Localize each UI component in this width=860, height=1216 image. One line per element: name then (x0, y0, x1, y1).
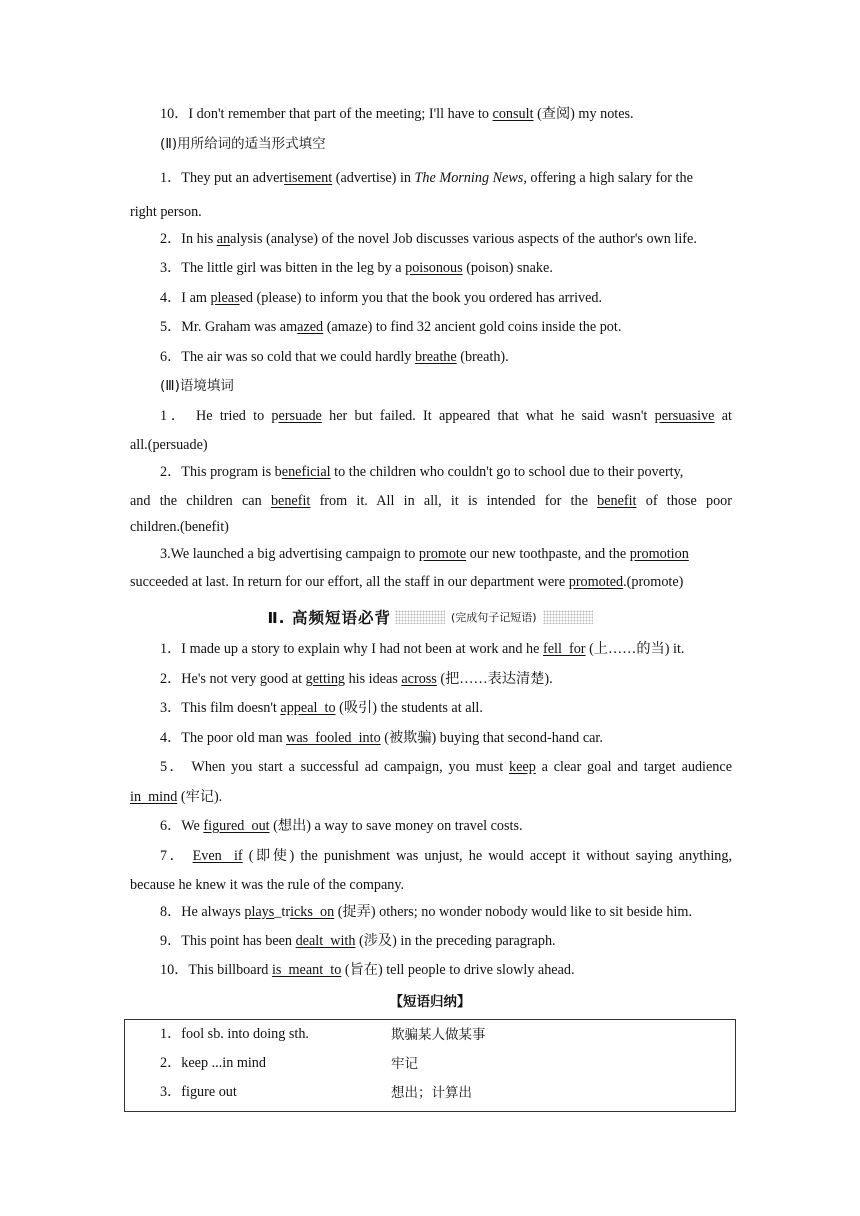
item-number: 9． (160, 933, 182, 949)
item-text: at (714, 408, 732, 424)
summary-row (125, 1052, 735, 1072)
phrase-meaning: 想出；计算出 (391, 1085, 472, 1101)
item-text: offering a high salary for the (526, 170, 693, 186)
item-number: 1． (160, 408, 189, 424)
phrase-item-9 (160, 931, 732, 951)
form-item-1-cont: right person. (130, 204, 202, 220)
item-text: He tried to p (196, 408, 279, 424)
answer: breathe (414, 349, 457, 365)
item-number: 6． (160, 349, 182, 365)
item-text: In his (181, 231, 217, 247)
phrase-item-6 (160, 816, 732, 836)
phrase-item-2 (160, 669, 732, 689)
dotted-rule (543, 610, 593, 624)
answer: in mind (130, 789, 178, 805)
item-text: (被欺骗) buying that second-hand car. (380, 730, 603, 746)
answer: icks on (290, 904, 335, 920)
item-text: This point has been (181, 933, 296, 949)
item-text: (amaze) to find 32 ancient gold coins inside the pot. (323, 319, 622, 335)
form-item-3 (160, 258, 732, 278)
item-text: a clear goal and target audience (535, 759, 732, 775)
answer: promote (418, 546, 467, 562)
item-text: (查阅) my notes. (533, 106, 634, 122)
item-text: (上……的当) it. (585, 641, 685, 657)
item-text: This film doesn't (181, 700, 281, 716)
answer: is meant to (271, 962, 342, 978)
answer: tisement (284, 170, 333, 186)
context-item-2-cont: children.(benefit) (130, 519, 229, 535)
item-text: (捉弄) others; no wonder nobody would like to sit beside him. (334, 904, 693, 920)
answer: was fooled into (286, 730, 381, 746)
item-number: 1． (160, 641, 182, 657)
context-item-2 (160, 462, 732, 482)
form-item-4 (160, 288, 732, 308)
heading-subtitle: (完成句子记短语) (450, 611, 537, 624)
answer: across (401, 671, 437, 687)
form-item-5 (160, 317, 732, 337)
item-text: our new toothpaste, and the (466, 546, 630, 562)
item-number: 5． (160, 319, 182, 335)
answer: poisonous (405, 260, 463, 276)
form-item-2 (160, 229, 732, 249)
item-text: (poison) snake. (462, 260, 553, 276)
answer: benefit (597, 493, 637, 509)
heading-title: Ⅱ. 高频短语必背 (267, 609, 391, 627)
item-number: 3. (160, 546, 171, 562)
item-number: 1． (160, 170, 182, 186)
item-text: .(promote) (623, 574, 684, 590)
answer: Even if (192, 848, 243, 864)
answer: getting (305, 671, 346, 687)
answer: keep (509, 759, 536, 775)
phrase-item-3 (160, 698, 732, 718)
answer: figured out (203, 818, 270, 834)
item-number: 2． (160, 231, 182, 247)
answer: persuasive (654, 408, 715, 424)
item-text: succeeded at last. In return for our effort, all the staff in our department were (130, 574, 569, 590)
item-text: (想出) a way to save money on travel costs. (269, 818, 523, 834)
item-text: her but failed. It appeared that what he said wasn't (321, 408, 655, 424)
phrase-item-7 (160, 846, 732, 866)
vocab-item-10 (160, 104, 732, 124)
phrase-meaning: 欺骗某人做某事 (391, 1027, 486, 1043)
item-number: 2． (160, 671, 182, 687)
section-heading-phrases (0, 606, 860, 630)
phrase-item-7-cont: because he knew it was the rule of the company. (130, 877, 405, 893)
newspaper-title: The Morning News, (414, 170, 527, 186)
context-item-3 (160, 544, 732, 564)
summary-table (124, 1019, 736, 1112)
item-text: This billboard (188, 962, 272, 978)
phrase-meaning: 牢记 (391, 1056, 418, 1072)
answer: consult (492, 106, 534, 122)
item-text: of those poor (636, 493, 732, 509)
context-item-2-line2 (130, 491, 732, 511)
item-text: The air was so cold that we could hardly (181, 349, 415, 365)
item-number: 10． (160, 106, 189, 122)
item-text: his ideas (345, 671, 402, 687)
phrase-item-5-cont (130, 787, 732, 807)
item-text: (吸引) the students at all. (335, 700, 483, 716)
item-text: He always (181, 904, 245, 920)
answer: an (216, 231, 231, 247)
item-text: We (181, 818, 204, 834)
item-text: I made up a story to explain why I had not been at work and he (181, 641, 543, 657)
item-number: 10． (160, 962, 189, 978)
answer: benefit (270, 493, 311, 509)
item-text: (breath). (456, 349, 509, 365)
item-number: 7． (160, 848, 187, 864)
section-header-3: (Ⅲ)语境填词 (160, 378, 234, 394)
item-number: 4． (160, 290, 182, 306)
dotted-rule (395, 610, 445, 624)
answer: eneficial (281, 464, 331, 480)
item-number: 2． (160, 464, 182, 480)
answer: azed (297, 319, 324, 335)
item-text: He's not very good at (181, 671, 306, 687)
item-text: I am (181, 290, 211, 306)
phrase-term: 1．fool sb. into doing sth. (160, 1026, 309, 1042)
item-number: 3． (160, 700, 182, 716)
item-text: Mr. Graham was am (181, 319, 298, 335)
answer: fell for (542, 641, 586, 657)
item-text: from it. All in all, it is intended for the (310, 493, 598, 509)
phrase-item-4 (160, 728, 732, 748)
phrase-item-1 (160, 639, 732, 659)
item-number: 3． (160, 260, 182, 276)
item-text: (旨在) tell people to drive slowly ahead. (341, 962, 575, 978)
item-text: When you start a successful ad campaign, you must (191, 759, 510, 775)
answer: appeal to (280, 700, 336, 716)
item-number: 4． (160, 730, 182, 746)
item-text: We launched a big advertising campaign to (170, 546, 419, 562)
item-text: alysis (analyse) of the novel Job discusses various aspects of the author's own life. (230, 231, 697, 247)
item-text: to the children who couldn't go to school due to their poverty, (330, 464, 684, 480)
phrase-item-8 (160, 902, 732, 922)
answer: dealt with (295, 933, 356, 949)
item-text: This program is b (181, 464, 282, 480)
summary-row (125, 1023, 735, 1043)
context-item-3-line2 (130, 572, 732, 592)
context-item-1 (160, 406, 732, 426)
section-header-2: (Ⅱ)用所给词的适当形式填空 (160, 136, 326, 152)
item-number: 6． (160, 818, 182, 834)
answer: pleas (210, 290, 240, 306)
item-text: The little girl was bitten in the leg by a (181, 260, 406, 276)
phrase-item-10 (160, 960, 732, 980)
form-item-6 (160, 347, 732, 367)
item-text: (advertise) in (332, 170, 415, 186)
item-text: _tr (274, 904, 291, 920)
form-item-1 (160, 168, 732, 188)
item-text: (涉及) in the preceding paragraph. (355, 933, 556, 949)
item-number: 5． (160, 759, 186, 775)
answer: promoted (568, 574, 624, 590)
context-item-1-cont: all.(persuade) (130, 437, 208, 453)
phrase-term: 3．figure out (160, 1084, 237, 1100)
item-number: 8． (160, 904, 182, 920)
summary-title: 【短语归纳】 (389, 994, 471, 1010)
item-text: (把……表达清楚). (436, 671, 553, 687)
item-text: They put an adver (181, 170, 285, 186)
item-text: I don't remember that part of the meeting; I'll have to (188, 106, 493, 122)
item-text: The poor old man (181, 730, 287, 746)
phrase-item-5 (160, 757, 732, 777)
phrase-term: 2．keep ...in mind (160, 1055, 266, 1071)
item-text: (牢记). (177, 789, 223, 805)
summary-row (125, 1081, 735, 1101)
answer: ersuade (278, 408, 322, 424)
item-text: and the children can (130, 493, 271, 509)
answer: plays (244, 904, 275, 920)
item-text: (即使) the punishment was unjust, he would accept it without saying anything, (242, 848, 732, 864)
answer: promotion (629, 546, 689, 562)
item-text: ed (please) to inform you that the book you ordered has arrived. (239, 290, 603, 306)
